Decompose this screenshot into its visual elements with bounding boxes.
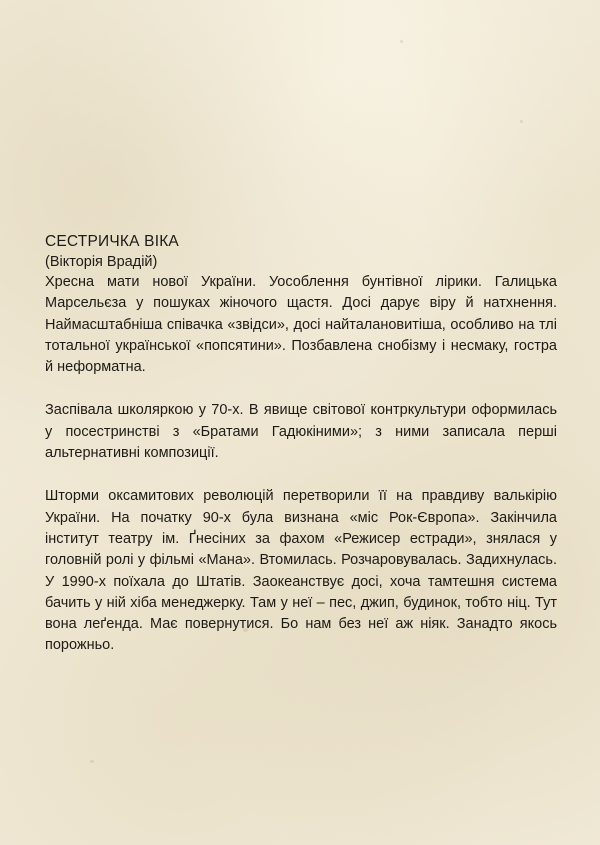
article-title: СЕСТРИЧКА ВІКА — [45, 233, 179, 250]
paper-speck — [400, 40, 403, 43]
article-author: (Вікторія Врадій) — [45, 254, 158, 270]
article — [45, 232, 557, 679]
paper-speck — [90, 760, 94, 763]
paragraph: Шторми оксамитових революцій перетворили її на правдиву валькірію України. На початку 90-х була визнана «міс Рок-Європа». Закінчила інститут театру ім. Ґнесіних за фахом «Режисер естради», знялася у головній ролі у фільмі «Мана». Втомилась. Розчаровувалась. Задихнулась. У 1990-х поїхала до Штатів. Заокеанствує досі, хоча тамтешня система бачить у ній хіба менеджерку. Там у неї – пес, джип, будинок, тобто ніц. Тут вона леґенда. Має повернутися. Бо нам без неї аж ніяк. Занадто якось порожньо. — [45, 488, 557, 654]
paper-speck — [520, 120, 523, 123]
paragraph: Заспівала школяркою у 70-х. В явище світової контркультури оформилась у посестринстві з «Братами Гадюкіними»; з ними записала перші альтернативні композиції. — [45, 402, 557, 462]
paragraph: Хресна мати нової України. Уособлення бунтівної лірики. Галицька Марсельєза у пошуках жіночого щастя. Досі дарує віру й натхнення. Наймасштабніша співачка «звідси», досі найталановитіша, особливо на тлі тотальної української «попсятини». Позбавлена снобізму і несмаку, гостра й неформатна. — [45, 274, 557, 376]
